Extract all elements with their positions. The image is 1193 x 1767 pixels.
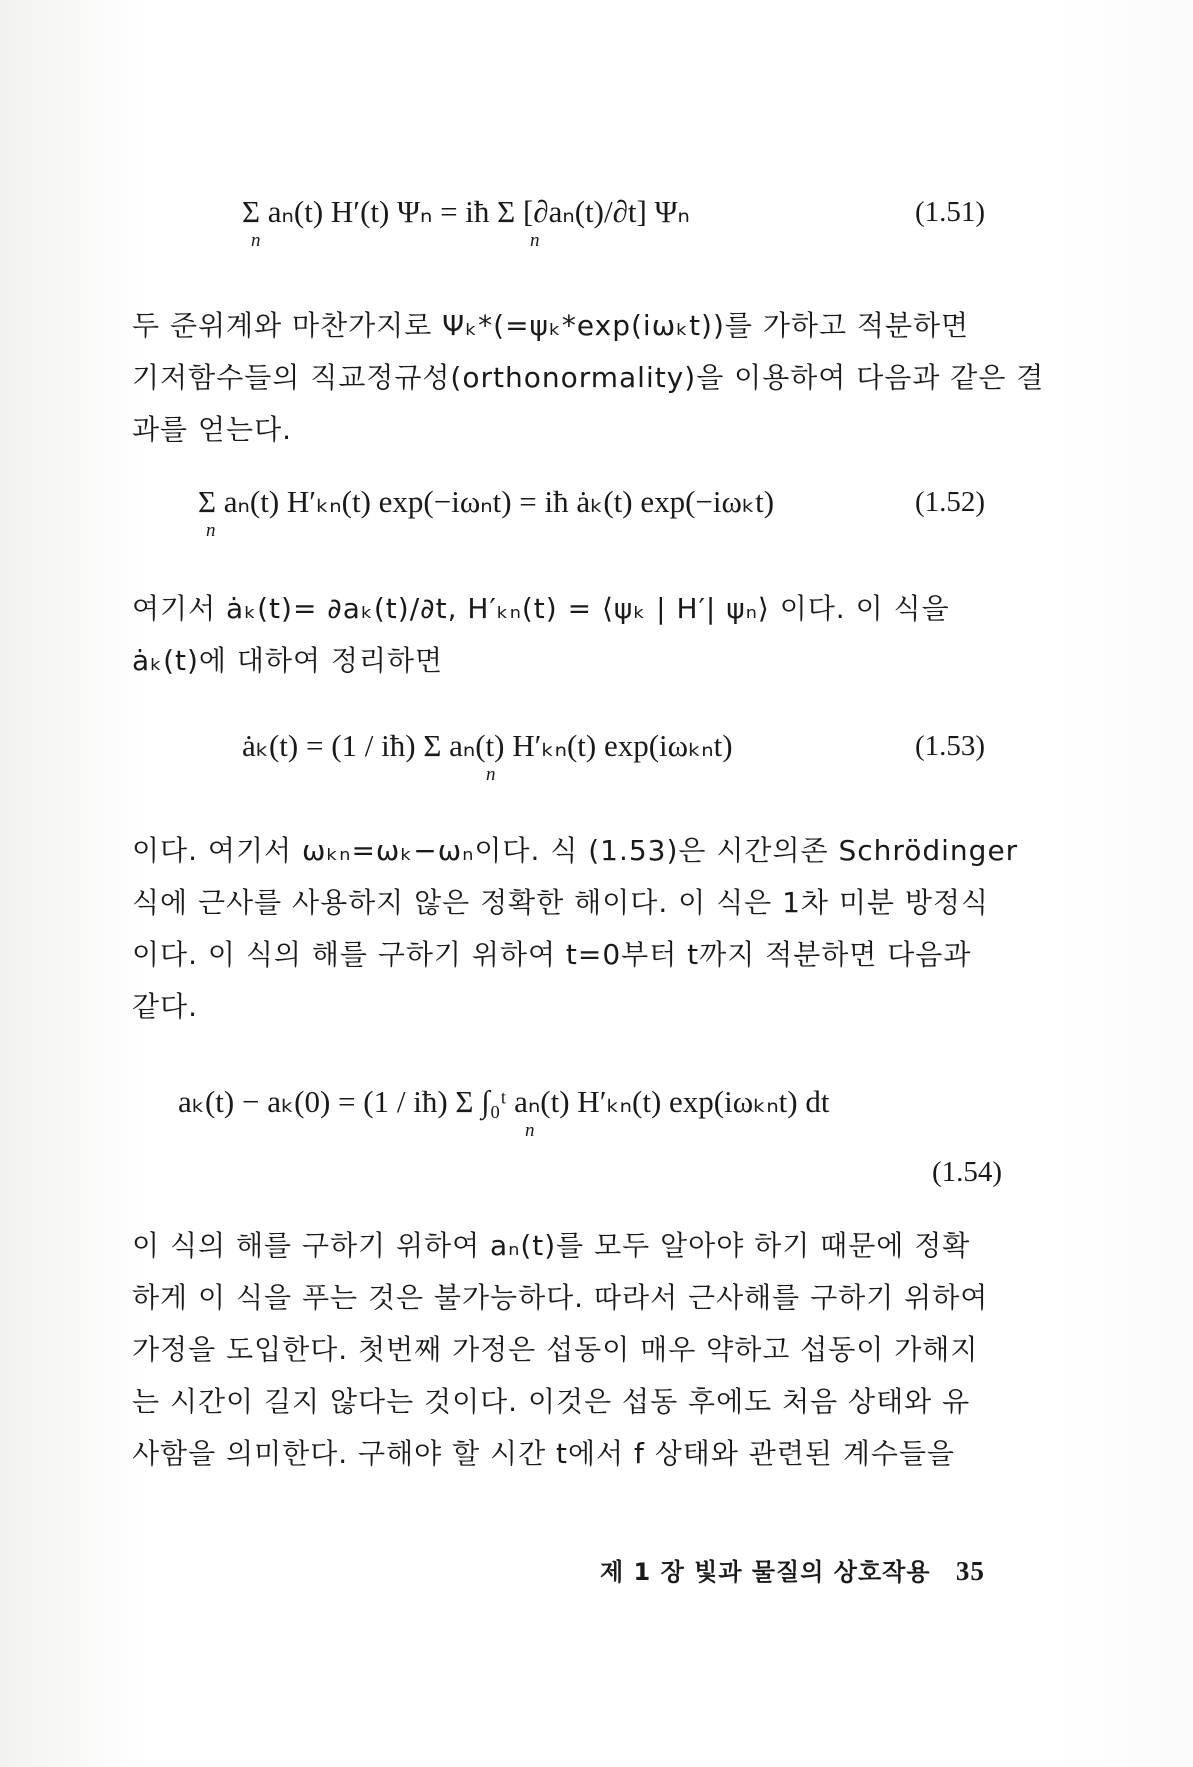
paragraph-2 [132, 583, 1012, 687]
text-line: 과를 얻는다. [132, 413, 293, 446]
page-number: 35 [955, 1556, 985, 1586]
equation-number: (1.51) [915, 196, 986, 228]
text-line: 이다. 이 식의 해를 구하기 위하여 t=0부터 t까지 적분하면 다음과 [132, 938, 972, 971]
text-line: 여기서 ȧₖ(t)= ∂aₖ(t)/∂t, H′ₖₙ(t) = ⟨ψₖ | H′| ψₙ⟩ 이다. 이 식을 [132, 592, 950, 625]
sum-limit: n [530, 230, 540, 251]
sum-limit: n [486, 764, 496, 785]
equation-1-53 [0, 722, 1193, 785]
text-line: 이다. 여기서 ωₖₙ=ωₖ−ωₙ이다. 식 (1.53)은 시간의존 Schrödinger [132, 834, 1019, 867]
equation-1-51 [0, 188, 1193, 251]
page-footer [600, 1552, 985, 1587]
paragraph-3 [132, 825, 1019, 1033]
equation-1-54 [0, 1078, 1193, 1141]
paragraph-1 [132, 300, 1045, 456]
text-line: 기저함수들의 직교정규성(orthonormality)을 이용하여 다음과 같은 결 [132, 361, 1045, 394]
text-line: 같다. [132, 990, 198, 1023]
equation-number-row [0, 1148, 1193, 1208]
text-line: 가정을 도입한다. 첫번째 가정은 섭동이 매우 약하고 섭동이 가해지 [132, 1333, 979, 1366]
equation-body: aₖ(t) − aₖ(0) = (1 / iħ) Σ ∫₀ᵗ aₙ(t) H′ₖₙ(t) exp(iωₖₙt) dt [178, 1084, 830, 1119]
text-line: 하게 이 식을 푸는 것은 불가능하다. 따라서 근사해를 구하기 위하여 [132, 1281, 989, 1314]
sum-limit: n [251, 230, 261, 251]
text-line: 식에 근사를 사용하지 않은 정확한 해이다. 이 식은 1차 미분 방정식 [132, 886, 989, 919]
equation-body: ȧₖ(t) = (1 / iħ) Σ aₙ(t) H′ₖₙ(t) exp(iωₖₙt) [242, 728, 733, 763]
text-line: 는 시간이 길지 않다는 것이다. 이것은 섭동 후에도 처음 상태와 유 [132, 1385, 971, 1418]
equation-number: (1.54) [932, 1156, 1003, 1188]
chapter-title: 제 1 장 빛과 물질의 상호작용 [600, 1558, 931, 1586]
text-line: ȧₖ(t)에 대하여 정리하면 [132, 644, 444, 677]
equation-number: (1.52) [915, 486, 986, 518]
equation-body: Σ aₙ(t) H′ₖₙ(t) exp(−iωₙt) = iħ ȧₖ(t) exp(−iωₖt) [198, 484, 775, 519]
text-line: 두 준위계와 마찬가지로 Ψₖ*(=ψₖ*exp(iωₖt))를 가하고 적분하면 [132, 309, 970, 342]
sum-limit: n [525, 1120, 535, 1141]
paragraph-4 [132, 1220, 1012, 1480]
text-line: 이 식의 해를 구하기 위하여 aₙ(t)를 모두 알아야 하기 때문에 정확 [132, 1229, 971, 1262]
equation-1-52 [0, 478, 1193, 541]
equation-body: Σ aₙ(t) H′(t) Ψₙ = iħ Σ [∂aₙ(t)/∂t] Ψₙ [242, 194, 690, 229]
equation-number: (1.53) [915, 730, 986, 762]
text-line: 사함을 의미한다. 구해야 할 시간 t에서 f 상태와 관련된 계수들을 [132, 1437, 956, 1470]
sum-limit: n [206, 520, 216, 541]
